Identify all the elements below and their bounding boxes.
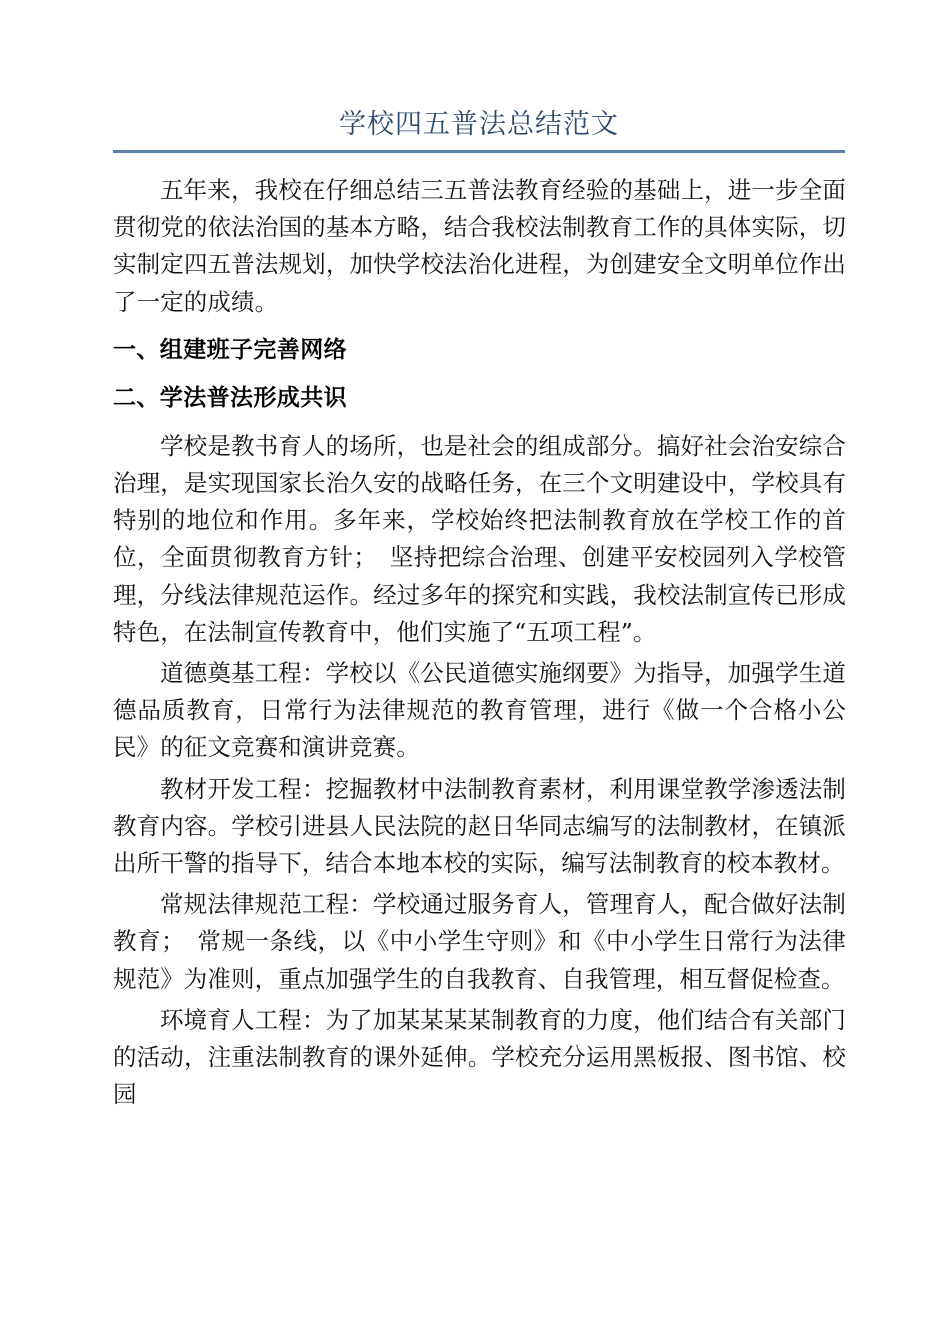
document-body	[113, 172, 846, 1117]
title-divider	[113, 150, 845, 153]
paragraph: 常规法律规范工程：学校通过服务育人，管理育人，配合做好法制教育； 常规一条线，以《中小学生守则》和《中小学生日常行为法律规范》为准则，重点加强学生的自我教育、自我管理，相互督促检查。	[113, 890, 846, 993]
section-heading-2: 二、学法普法形成共识	[113, 384, 347, 411]
paragraph: 学校是教书育人的场所，也是社会的组成部分。搞好社会治安综合治理，是实现国家长治久安的战略任务，在三个文明建设中，学校具有特别的地位和作用。多年来，学校始终把法制教育放在学校工作的首位，全面贯彻教育方针； 坚持把综合治理、创建平安校园列入学校管理，分线法律规范运作。经过多年的探究和实践，我校法制宣传已形成特色，在法制宣传教育中，他们实施了“五项工程”。	[113, 431, 846, 646]
section-heading-1: 一、组建班子完善网络	[113, 336, 347, 363]
paragraph-truncated: 环境育人工程：为了加某某某某制教育的力度，他们结合有关部门的活动，注重法制教育的课外延伸。学校充分运用黑板报、图书馆、校园	[113, 1005, 846, 1109]
paragraph: 道德奠基工程：学校以《公民道德实施纲要》为指导，加强学生道德品质教育，日常行为法律规范的教育管理，进行《做一个合格小公民》的征文竞赛和演讲竞赛。	[113, 659, 846, 762]
paragraph: 教材开发工程：挖掘教材中法制教育素材，利用课堂教学渗透法制教育内容。学校引进县人民法院的赵日华同志编写的法制教材，在镇派出所干警的指导下，结合本地本校的实际，编写法制教育的校本教材。	[113, 774, 846, 878]
page-title: 学校四五普法总结范文	[339, 109, 619, 140]
paragraph: 五年来，我校在仔细总结三五普法教育经验的基础上，进一步全面贯彻党的依法治国的基本方略，结合我校法制教育工作的具体实际，切实制定四五普法规划，加快学校法治化进程，为创建安全文明单位作出了一定的成绩。	[113, 176, 846, 316]
title-block	[113, 104, 845, 153]
